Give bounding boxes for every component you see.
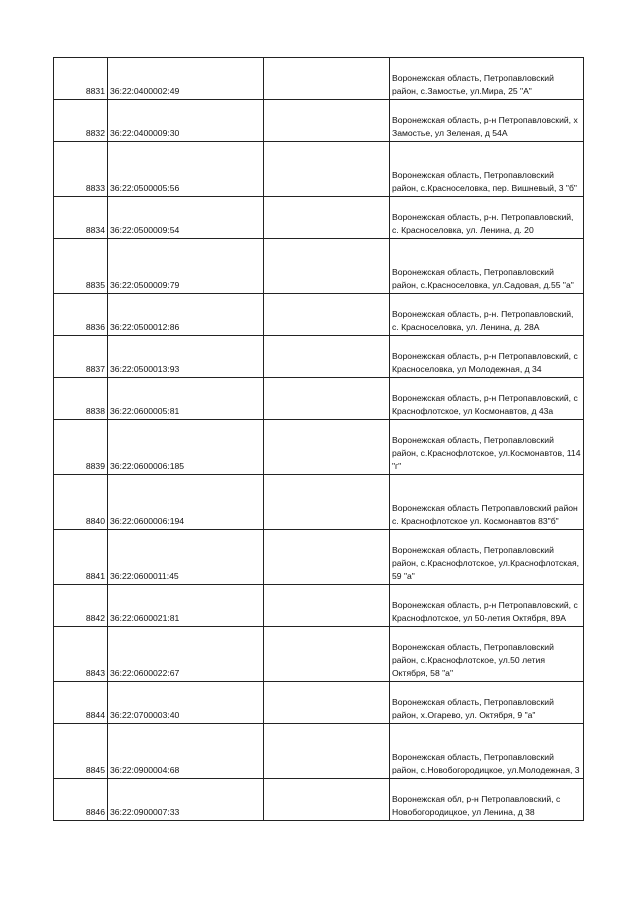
address-cell: Воронежская область, р-н. Петропавловский, с. Красноселовка, ул. Ленина, д. 20 (390, 197, 584, 239)
cadastral-number: 36:22:0600006:194 (108, 475, 264, 530)
row-number: 8841 (54, 530, 108, 585)
row-number: 8833 (54, 142, 108, 197)
table-row (54, 420, 584, 475)
cadastral-number: 36:22:0600022:67 (108, 627, 264, 682)
cadastral-number: 36:22:0600011:45 (108, 530, 264, 585)
table-row (54, 336, 584, 378)
empty-cell (264, 530, 390, 585)
cadastral-number: 36:22:0400009:30 (108, 100, 264, 142)
row-number: 8842 (54, 585, 108, 627)
table-row (54, 724, 584, 779)
cadastral-number: 36:22:0500005:56 (108, 142, 264, 197)
table-row (54, 585, 584, 627)
address-cell: Воронежская область, Петропавловский район, с.Замостье, ул.Мира, 25 "А" (390, 58, 584, 100)
empty-cell (264, 239, 390, 294)
row-number: 8846 (54, 779, 108, 821)
cadastral-number: 36:22:0500009:54 (108, 197, 264, 239)
table-row (54, 294, 584, 336)
address-cell: Воронежская область, р-н Петропавловский, х Замостье, ул Зеленая, д 54А (390, 100, 584, 142)
empty-cell (264, 197, 390, 239)
empty-cell (264, 100, 390, 142)
address-cell: Воронежская область, Петропавловский район, с.Новобогородицкое, ул.Молодежная, 3 (390, 724, 584, 779)
row-number: 8835 (54, 239, 108, 294)
empty-cell (264, 724, 390, 779)
table-row (54, 530, 584, 585)
table-row (54, 682, 584, 724)
address-cell: Воронежская область, Петропавловский район, с.Краснофлотское, ул.50 летия Октября, 58 "а" (390, 627, 584, 682)
table-row (54, 100, 584, 142)
address-cell: Воронежская область, р-н. Петропавловский, с. Красноселовка, ул. Ленина, д. 28А (390, 294, 584, 336)
table-row (54, 475, 584, 530)
row-number: 8844 (54, 682, 108, 724)
empty-cell (264, 627, 390, 682)
row-number: 8832 (54, 100, 108, 142)
empty-cell (264, 142, 390, 197)
cadastral-number: 36:22:0500009:79 (108, 239, 264, 294)
cadastral-number: 36:22:0500013:93 (108, 336, 264, 378)
cadastral-number: 36:22:0600021:81 (108, 585, 264, 627)
address-cell: Воронежская область, Петропавловский район, с.Краснофлотское, ул.Космонавтов, 114 "г" (390, 420, 584, 475)
address-cell: Воронежская область Петропавловский район с. Краснофлотское ул. Космонавтов 83"б" (390, 475, 584, 530)
empty-cell (264, 475, 390, 530)
cadastral-number: 36:22:0600005:81 (108, 378, 264, 420)
row-number: 8836 (54, 294, 108, 336)
empty-cell (264, 779, 390, 821)
address-cell: Воронежская область, р-н Петропавловский, с Краснофлотское, ул Космонавтов, д 43а (390, 378, 584, 420)
address-cell: Воронежская область, р-н Петропавловский, с Красноселовка, ул Молодежная, д 34 (390, 336, 584, 378)
empty-cell (264, 585, 390, 627)
table-row (54, 58, 584, 100)
table-row (54, 239, 584, 294)
address-cell: Воронежская область, Петропавловский район, с.Красноселовка, пер. Вишневый, 3 "б" (390, 142, 584, 197)
row-number: 8834 (54, 197, 108, 239)
empty-cell (264, 682, 390, 724)
cadastral-number: 36:22:0700003:40 (108, 682, 264, 724)
row-number: 8837 (54, 336, 108, 378)
address-cell: Воронежская область, Петропавловский район, с.Краснофлотское, ул.Краснофлотская, 59 "а" (390, 530, 584, 585)
cadastral-number: 36:22:0500012:86 (108, 294, 264, 336)
empty-cell (264, 378, 390, 420)
empty-cell (264, 336, 390, 378)
row-number: 8838 (54, 378, 108, 420)
row-number: 8831 (54, 58, 108, 100)
table-row (54, 378, 584, 420)
table-row (54, 627, 584, 682)
empty-cell (264, 420, 390, 475)
address-cell: Воронежская область, Петропавловский район, с.Красноселовка, ул.Садовая, д.55 "а" (390, 239, 584, 294)
row-number: 8840 (54, 475, 108, 530)
row-number: 8845 (54, 724, 108, 779)
cadastral-number: 36:22:0600006:185 (108, 420, 264, 475)
table-row (54, 197, 584, 239)
address-cell: Воронежская область, Петропавловский район, х.Огарево, ул. Октября, 9 "а" (390, 682, 584, 724)
table-row (54, 779, 584, 821)
cadastral-number: 36:22:0400002:49 (108, 58, 264, 100)
address-cell: Воронежская обл, р-н Петропавловский, с Новобогородицкое, ул Ленина, д 38 (390, 779, 584, 821)
empty-cell (264, 58, 390, 100)
empty-cell (264, 294, 390, 336)
registry-table (53, 57, 584, 821)
address-cell: Воронежская область, р-н Петропавловский, с Краснофлотское, ул 50-летия Октября, 89А (390, 585, 584, 627)
cadastral-number: 36:22:0900004:68 (108, 724, 264, 779)
table-row (54, 142, 584, 197)
cadastral-number: 36:22:0900007:33 (108, 779, 264, 821)
row-number: 8843 (54, 627, 108, 682)
row-number: 8839 (54, 420, 108, 475)
